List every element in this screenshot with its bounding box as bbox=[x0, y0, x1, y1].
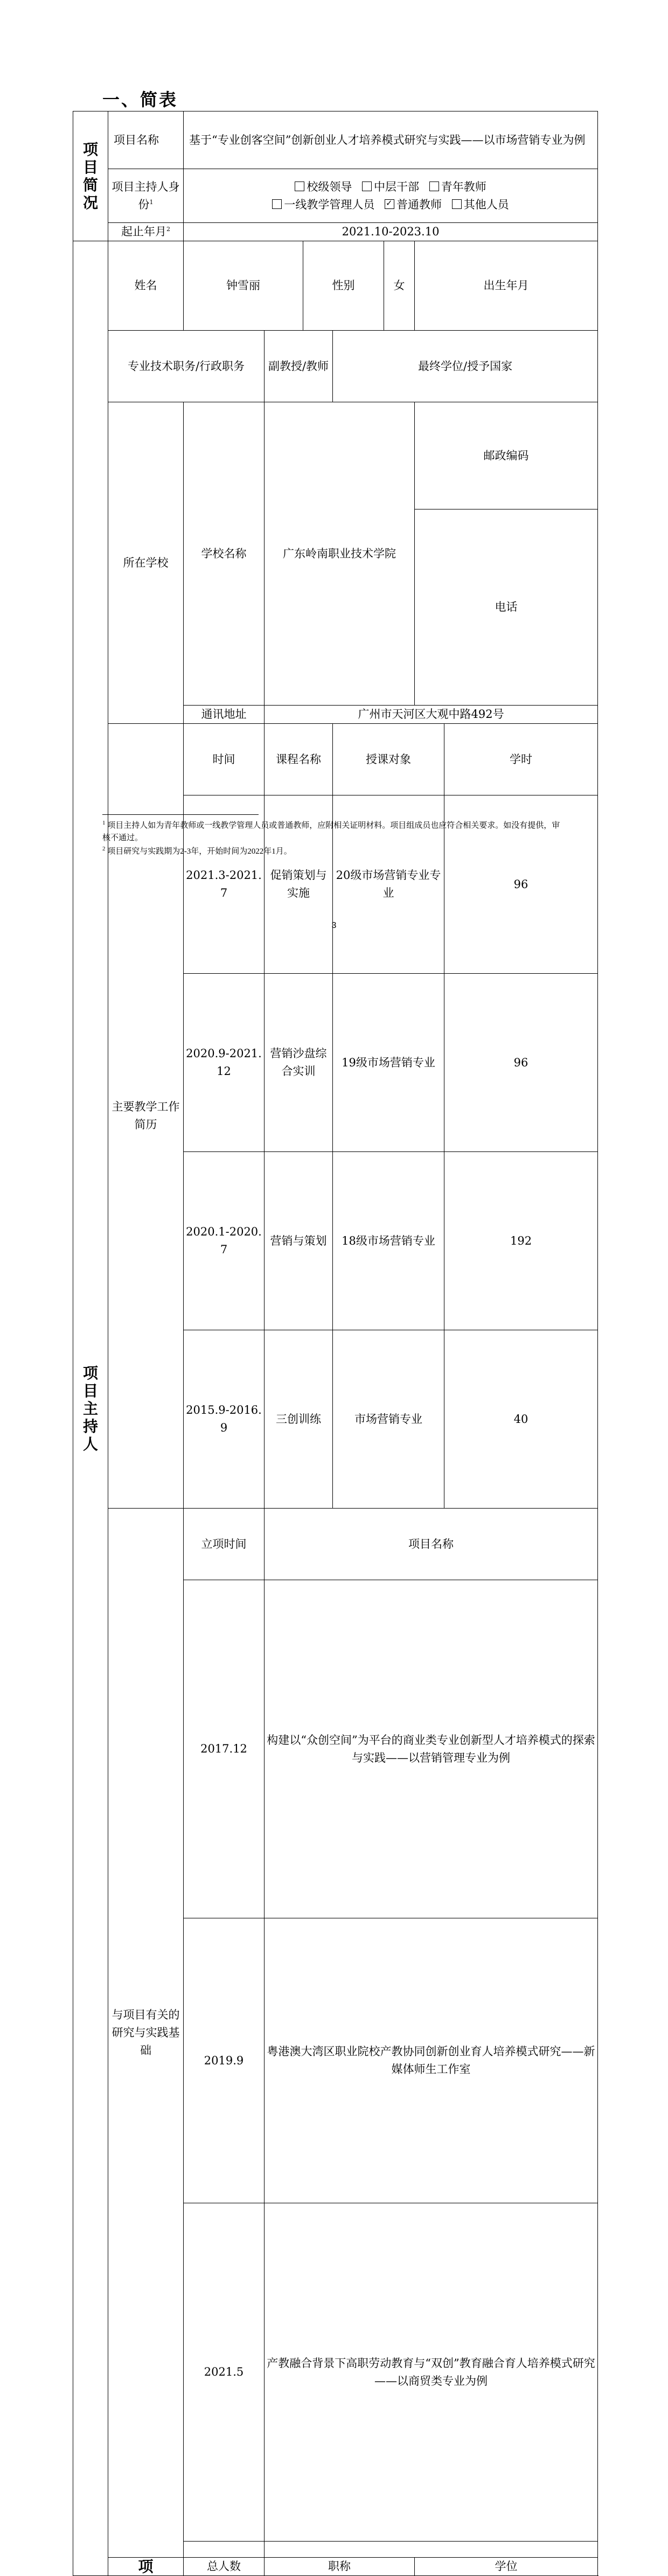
teaching-header-time: 时间 bbox=[184, 724, 265, 795]
degree-label: 最终学位/授予国家 bbox=[333, 331, 598, 402]
identity-option-regular-teacher[interactable]: ✓ 普通教师 bbox=[385, 198, 442, 211]
teaching-hours: 192 bbox=[444, 1152, 598, 1330]
teaching-audience: 市场营销专业 bbox=[333, 1330, 444, 1509]
host-side-label: 项 目 主 持 人 bbox=[73, 241, 108, 2576]
project-name-value: 基于“专业创客空间”创新创业人才培养模式研究与实践——以市场营销专业为例 bbox=[184, 111, 598, 169]
teaching-header-audience: 授课对象 bbox=[333, 724, 444, 795]
footnote-ref-2: 2 bbox=[166, 226, 170, 233]
research-date: 2017.12 bbox=[184, 1580, 265, 1918]
team-side-label: 项 bbox=[108, 2558, 184, 2576]
identity-option-middle-manager[interactable]: 中层干部 bbox=[362, 180, 419, 193]
school-label: 所在学校 bbox=[108, 402, 184, 724]
name-value: 钟雪丽 bbox=[184, 241, 303, 331]
address-label: 通讯地址 bbox=[184, 706, 265, 724]
postcode-label: 邮政编码 bbox=[415, 402, 598, 509]
teaching-course: 营销与策划 bbox=[265, 1152, 333, 1330]
empty-cell bbox=[265, 2542, 598, 2558]
research-project-name: 产教融合背景下高职劳动教育与“双创”教育融合育人培养模式研究——以商贸类专业为例 bbox=[265, 2203, 598, 2542]
period-value: 2021.10-2023.10 bbox=[184, 223, 598, 241]
research-header-date: 立项时间 bbox=[184, 1509, 265, 1580]
section-heading: 一、简表 bbox=[102, 89, 178, 110]
job-title-value: 副教授/教师 bbox=[265, 331, 333, 402]
checkbox-icon[interactable] bbox=[429, 181, 439, 191]
project-name-label: 项目名称 bbox=[108, 111, 184, 169]
research-basis-label: 与项目有关的研究与实践基础 bbox=[108, 1509, 184, 2558]
identity-options-row-1 bbox=[186, 178, 595, 196]
empty-cell bbox=[184, 2542, 265, 2558]
teaching-header-course: 课程名称 bbox=[265, 724, 333, 795]
gender-label: 性别 bbox=[303, 241, 384, 331]
checkbox-icon[interactable] bbox=[362, 181, 372, 191]
checkbox-icon[interactable] bbox=[452, 199, 462, 209]
host-identity-options bbox=[184, 169, 598, 223]
teaching-audience: 20级市场营销专业专业 bbox=[333, 795, 444, 974]
summary-table bbox=[73, 111, 598, 2576]
footnote-ref-1: 1 bbox=[149, 198, 154, 206]
teaching-time: 2015.9-2016.9 bbox=[184, 1330, 265, 1509]
host-identity-label: 项目主持人身份$^1$ bbox=[108, 169, 184, 223]
research-project-name: 构建以“众创空间”为平台的商业类专业创新型人才培养模式的探索与实践——以营销管理专业为例 bbox=[265, 1580, 598, 1918]
teaching-header-hours: 学时 bbox=[444, 724, 598, 795]
job-title-label: 专业技术职务/行政职务 bbox=[108, 331, 265, 402]
teaching-course: 三创训练 bbox=[265, 1330, 333, 1509]
research-date: 2021.5 bbox=[184, 2203, 265, 2542]
research-project-name: 粤港澳大湾区职业院校产教协同创新创业育人培养模式研究——新媒体师生工作室 bbox=[265, 1918, 598, 2203]
research-header-name: 项目名称 bbox=[265, 1509, 598, 1580]
teaching-time: 2020.9-2021.12 bbox=[184, 974, 265, 1152]
identity-options-row-2 bbox=[186, 196, 595, 214]
page-number: 3 bbox=[331, 921, 337, 930]
checked-checkbox-icon[interactable] bbox=[385, 199, 394, 209]
phone-label: 电话 bbox=[415, 509, 598, 706]
teaching-time: 2020.1-2020.7 bbox=[184, 1152, 265, 1330]
overview-side-label: 项 目 简 况 bbox=[73, 111, 108, 241]
checkbox-icon[interactable] bbox=[272, 199, 282, 209]
school-name-label: 学校名称 bbox=[184, 402, 265, 706]
footnote-1: $^1$ 项目主持人如为青年教师或一线教学管理人员或普通教师，应附相关证明材料。项目组成员也应符合相关要求。如没有提供，审核不通过。 bbox=[102, 820, 560, 842]
teaching-hours: 40 bbox=[444, 1330, 598, 1509]
name-label: 姓名 bbox=[108, 241, 184, 331]
identity-option-school-leader[interactable]: 校级领导 bbox=[295, 180, 352, 193]
footnote-2: $^2$ 项目研究与实践期为2-3年，开始时间为2022年1月。 bbox=[102, 846, 292, 856]
identity-option-young-teacher[interactable]: 青年教师 bbox=[429, 180, 486, 193]
teaching-history-label: 主要教学工作简历 bbox=[108, 724, 184, 1509]
period-label: 起止年月$^2$ bbox=[108, 223, 184, 241]
teaching-hours: 96 bbox=[444, 795, 598, 974]
teaching-audience: 19级市场营销专业 bbox=[333, 974, 444, 1152]
teaching-hours: 96 bbox=[444, 974, 598, 1152]
teaching-course: 营销沙盘综合实训 bbox=[265, 974, 333, 1152]
identity-option-teaching-admin[interactable]: 一线教学管理人员 bbox=[272, 198, 374, 211]
research-date: 2019.9 bbox=[184, 1918, 265, 2203]
birth-label: 出生年月 bbox=[415, 241, 598, 331]
checkbox-icon[interactable] bbox=[295, 181, 304, 191]
teaching-course: 促销策划与实施 bbox=[265, 795, 333, 974]
identity-option-other[interactable]: 其他人员 bbox=[452, 198, 509, 211]
school-name-value: 广东岭南职业技术学院 bbox=[265, 402, 415, 706]
address-value: 广州市天河区大观中路492号 bbox=[265, 706, 598, 724]
teaching-audience: 18级市场营销专业 bbox=[333, 1152, 444, 1330]
footnote-divider bbox=[102, 814, 259, 815]
team-header-total: 总人数 bbox=[184, 2558, 265, 2576]
team-header-degree: 学位 bbox=[415, 2558, 598, 2576]
gender-value: 女 bbox=[384, 241, 415, 331]
team-header-title: 职称 bbox=[265, 2558, 415, 2576]
teaching-time: 2021.3-2021.7 bbox=[184, 795, 265, 974]
